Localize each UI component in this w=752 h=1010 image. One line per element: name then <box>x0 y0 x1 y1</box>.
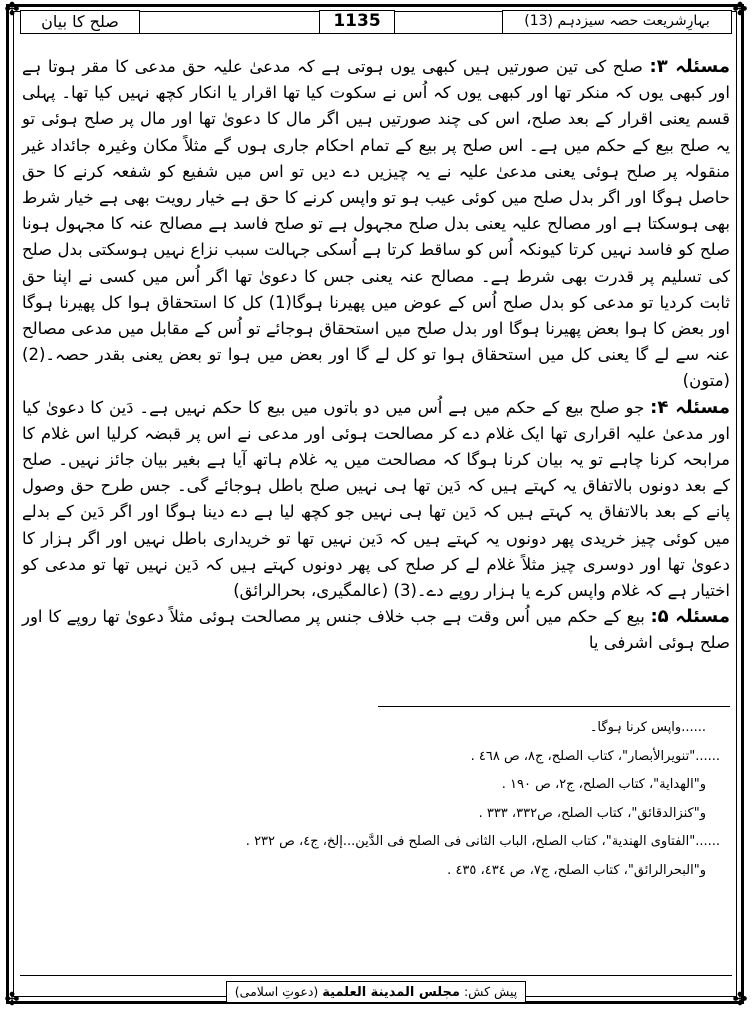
corner-ornament-icon: ✤ <box>4 989 20 1010</box>
masala-3 <box>22 54 730 395</box>
footer-suffix: (دعوتِ اسلامی) <box>234 984 319 999</box>
footnote: ......"الفتاوى الهندية"، کتاب الصلح، الباب الثانی فی الصلح فی الدَّین...إلخ، ج٤، ص ٢٣٢ . <box>245 834 720 849</box>
masala-text: جو صلح بیع کے حکم میں ہے اُس میں دو باتوں میں بیع کا حکم نہیں ہے۔ دَین کا دعویٰ کیا اور مدعیٰ علیہ اقراری تھا ایک غلام دے کر مصالحت ہوئی اور مدعی نے اس پر قبضہ کرلیا اس غلام کا مرابحہ کرنا چاہے تو یہ بیان کرنا ہوگا کہ مصالحت میں یہ غلام ہاتھ آیا ہے بغیر بیان جائز نہیں۔ صلح کے بعد دونوں بالاتفاق یہ کہتے ہیں کہ دَین تھا ہی نہیں صلح باطل ہوجائے گی۔ جس طرح حق وصول پانے کے بعد بالاتفاق یہ کہتے ہیں کہ دَین تھا ہی نہیں جو کچھ لیا ہے دے دینا ہوگا اور اگر دَین کے بدلے میں کوئی چیز خریدی پھر دونوں یہ کہتے ہیں کہ دَین نہیں تھا تو خریداری باطل نہیں اور اگر ہزار کا دعویٰ تھا اور دوسری چیز مثلاً غلام لے کر صلح کی پھر دونوں کہتے ہیں کہ دَین نہیں تھا تو مدعی کو اختیار ہے کہ غلام واپس کرے یا ہزار روپے دے۔(3) (عالمگیری، بحرالرائق) <box>22 397 730 601</box>
corner-ornament-icon: ✤ <box>4 0 20 20</box>
footer-prefix: پیش کش: <box>463 984 518 999</box>
footnote: ......واپس کرنا ہوگا۔ <box>589 720 706 735</box>
masala-5 <box>22 604 730 656</box>
footnote: و"البحرالرائق"، کتاب الصلح، ج٧، ص ٤٣٤، ٤٣٥ . <box>447 862 706 878</box>
footnote: و"الهداية"، کتاب الصلح، ج۲، ص ١٩٠ . <box>501 777 706 792</box>
footer-publisher: مجلس المدينة العلمية <box>322 985 460 1000</box>
book-title: بہارِشریعت حصہ سیزدہم (13) <box>502 10 732 34</box>
footnote-divider <box>378 706 730 707</box>
page-header <box>20 8 732 36</box>
chapter-title: صلح کا بیان <box>20 10 140 34</box>
masala-text: صلح کی تین صورتیں ہیں کبھی یوں ہوتی ہے کہ مدعیٰ علیہ حق مدعی کا مقر ہوتا ہے اور کبھی یوں کہ منکر تھا اور کبھی یوں کہ اُس نے سکوت کیا تھا اقرار یا انکار کچھ نہیں کیا تھا۔ پہلی قسم یعنی اقرار کے بعد صلح، اس کی چند صورتیں ہیں اگر مال کا دعویٰ تھا اور مال پر صلح ہوئی تو یہ صلح بیع کے حکم میں ہے۔ اس صلح پر بیع کے تمام احکام جاری ہوں گے مثلاً مکان وغیرہ جائداد غیر منقولہ پر صلح ہوئی یعنی مدعیٰ علیہ نے یہ چیزیں دے دیں تو اس میں شفیع کو شفعہ کرنے کا حق حاصل ہوگا اور اگر بدل صلح میں کوئی عیب ہو تو واپس کرنے کا حق ہے خیار رویت بھی ہے خیار شرط بھی ہوسکتا ہے اور مصالح علیہ یعنی بدل صلح مجہول ہے تو صلح فاسد ہے مصالح عنہ کا مجہول ہونا صلح کو فاسد نہیں کرتا کیونکہ اُس کو ساقط کرتا ہے اُسکی جہالت سبب نزاع نہیں ہوسکتی بدل صلح کی تسلیم پر قدرت بھی شرط ہے۔ مصالح عنہ یعنی جس کا دعویٰ تھا اگر اُس میں کسی نے اپنا حق ثابت کردیا تو مدعی کو بدل صلح اُس کے عوض میں پھیرنا ہوگا(1) کل کا استحقاق ہوا کل پھیرنا ہوگا اور بعض کا ہوا بعض پھیرنا ہوگا اور بدل صلح میں استحقاق ہوجائے تو اُس کے مقابل میں مدعی مصالح عنہ سے لے گا یعنی کل میں استحقاق ہوا تو کل لے گا اور بعض میں ہوا تو بعض یعنی بقدر حصہ۔(2) (متون) <box>22 57 731 391</box>
masala-label: مسئلہ ۴: <box>650 396 730 418</box>
header-divider <box>20 33 732 34</box>
page-footer <box>226 981 526 1003</box>
masala-text: بیع کے حکم میں اُس وقت ہے جب خلاف جنس پر مصالحت ہوئی مثلاً دعویٰ تھا روپے کا اور صلح ہوئی اشرفی یا <box>22 607 730 653</box>
footnote: و"كنزالدقائق"، کتاب الصلح، ص٣٣٢، ٣٣٣ . <box>478 805 706 821</box>
footer-divider <box>20 975 732 976</box>
page-number: 1135 <box>319 10 395 34</box>
footnote: ......"تنویرالأبصار"، کتاب الصلح، ج۸، ص ٤٦٨ . <box>470 748 720 764</box>
masala-4 <box>22 395 730 605</box>
masala-label: مسئلہ ۳: <box>649 56 730 77</box>
corner-ornament-icon: ✤ <box>732 0 748 20</box>
main-text <box>22 54 730 657</box>
corner-ornament-icon: ✤ <box>732 989 748 1010</box>
footnotes <box>60 714 720 885</box>
masala-label: مسئلہ ۵: <box>650 606 730 628</box>
